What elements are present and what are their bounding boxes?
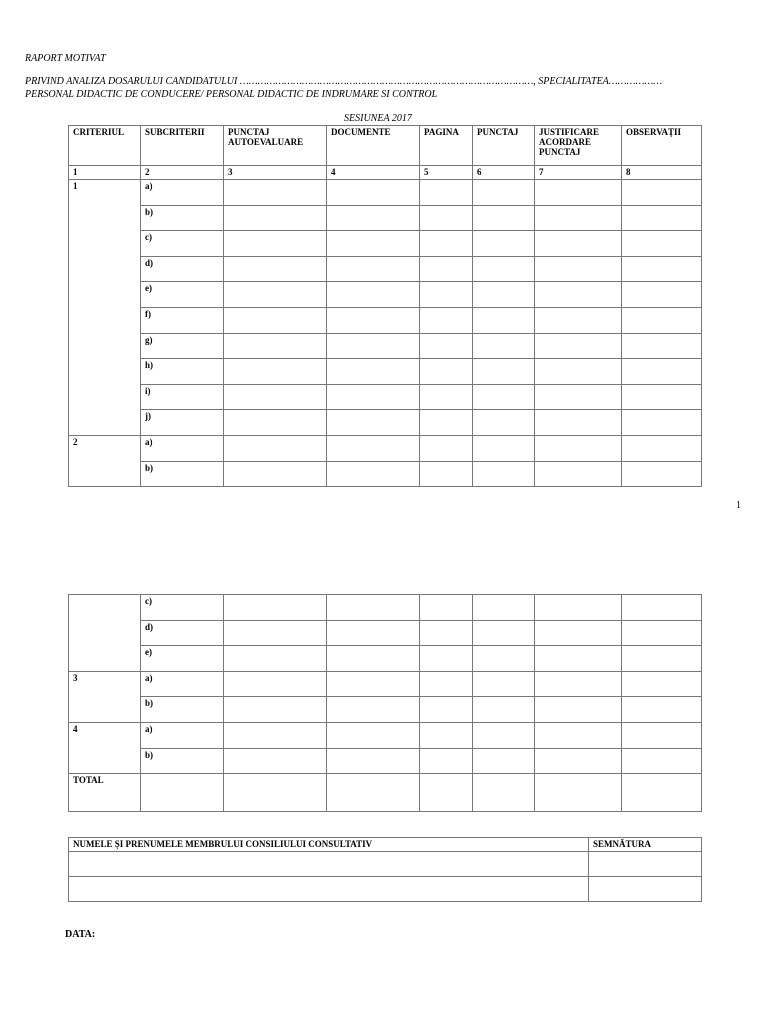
subcriterion-cell: d) (141, 620, 224, 646)
entry-cell[interactable] (420, 461, 473, 487)
entry-cell[interactable] (622, 697, 702, 723)
evaluation-table-page1 (68, 125, 702, 487)
column-number: 2 (141, 166, 224, 180)
entry-cell[interactable] (473, 748, 535, 774)
personnel-line: PERSONAL DIDACTIC DE CONDUCERE/ PERSONAL DIDACTIC DE INDRUMARE SI CONTROL (25, 89, 438, 100)
entry-cell[interactable] (535, 461, 622, 487)
entry-cell[interactable] (420, 646, 473, 672)
entry-cell[interactable] (327, 359, 420, 385)
entry-cell[interactable] (327, 774, 420, 812)
entry-cell[interactable] (473, 333, 535, 359)
entry-cell[interactable] (473, 231, 535, 257)
entry-cell[interactable] (473, 722, 535, 748)
entry-cell[interactable] (420, 256, 473, 282)
candidate-line: PRIVIND ANALIZA DOSARULUI CANDIDATULUI ………………………………………………………………………………………, SPECIALITATEA……………… (25, 76, 663, 87)
criterion-cell (69, 595, 141, 672)
entry-cell[interactable] (420, 282, 473, 308)
entry-cell[interactable] (327, 671, 420, 697)
subcriterion-cell: a) (141, 180, 224, 206)
entry-cell[interactable] (327, 722, 420, 748)
entry-cell[interactable] (224, 384, 327, 410)
entry-cell[interactable] (535, 435, 622, 461)
entry-cell[interactable] (224, 697, 327, 723)
entry-cell[interactable] (224, 410, 327, 436)
column-header-observatii: OBSERVAȚII (622, 126, 702, 166)
entry-cell[interactable] (473, 282, 535, 308)
member-name-header: NUMELE ȘI PRENUMELE MEMBRULUI CONSILIULUI CONSULTATIV (69, 838, 589, 852)
entry-cell[interactable] (535, 774, 622, 812)
entry-cell[interactable] (473, 180, 535, 206)
entry-cell[interactable] (420, 333, 473, 359)
subcriterion-cell: b) (141, 697, 224, 723)
entry-cell[interactable] (420, 231, 473, 257)
column-header-punctaj-autoevaluare: PUNCTAJ AUTOEVALUARE (224, 126, 327, 166)
entry-cell[interactable] (224, 774, 327, 812)
entry-cell[interactable] (224, 282, 327, 308)
entry-cell[interactable] (535, 384, 622, 410)
entry-cell[interactable] (622, 384, 702, 410)
entry-cell[interactable] (224, 256, 327, 282)
subcriterion-cell: a) (141, 435, 224, 461)
entry-cell[interactable] (535, 231, 622, 257)
subcriterion-cell: b) (141, 748, 224, 774)
subcriterion-cell: g) (141, 333, 224, 359)
entry-cell[interactable] (327, 595, 420, 621)
signature-cell[interactable] (589, 877, 702, 902)
date-label: DATA: (65, 929, 96, 940)
subcriterion-cell: i) (141, 384, 224, 410)
entry-cell[interactable] (224, 435, 327, 461)
entry-cell[interactable] (473, 359, 535, 385)
column-number: 7 (535, 166, 622, 180)
entry-cell[interactable] (224, 461, 327, 487)
entry-cell[interactable] (420, 359, 473, 385)
entry-cell[interactable] (224, 646, 327, 672)
subcriterion-cell: e) (141, 282, 224, 308)
column-header-pagina: PAGINA (420, 126, 473, 166)
entry-cell[interactable] (327, 461, 420, 487)
entry-cell[interactable] (420, 697, 473, 723)
entry-cell[interactable] (224, 180, 327, 206)
column-header-punctaj: PUNCTAJ (473, 126, 535, 166)
entry-cell[interactable] (420, 748, 473, 774)
column-header-documente: DOCUMENTE (327, 126, 420, 166)
entry-cell[interactable] (622, 180, 702, 206)
entry-cell[interactable] (420, 384, 473, 410)
signature-cell[interactable] (589, 852, 702, 877)
entry-cell[interactable] (535, 410, 622, 436)
entry-cell[interactable] (535, 180, 622, 206)
entry-cell[interactable] (622, 646, 702, 672)
entry-cell[interactable] (535, 595, 622, 621)
subcriterion-cell: e) (141, 646, 224, 672)
entry-cell[interactable] (622, 461, 702, 487)
criterion-cell: TOTAL (69, 774, 141, 812)
entry-cell[interactable] (327, 333, 420, 359)
entry-cell[interactable] (420, 671, 473, 697)
entry-cell[interactable] (224, 595, 327, 621)
entry-cell[interactable] (420, 435, 473, 461)
entry-cell[interactable] (535, 359, 622, 385)
entry-cell[interactable] (224, 620, 327, 646)
entry-cell[interactable] (622, 359, 702, 385)
entry-cell[interactable] (535, 333, 622, 359)
entry-cell[interactable] (535, 671, 622, 697)
criterion-cell: 2 (69, 435, 141, 486)
entry-cell[interactable] (622, 205, 702, 231)
entry-cell[interactable] (224, 205, 327, 231)
entry-cell[interactable] (224, 359, 327, 385)
entry-cell[interactable] (535, 722, 622, 748)
entry-cell[interactable] (327, 180, 420, 206)
entry-cell[interactable] (535, 697, 622, 723)
subcriterion-cell: b) (141, 205, 224, 231)
entry-cell[interactable] (622, 774, 702, 812)
report-title: RAPORT MOTIVAT (25, 53, 106, 64)
entry-cell[interactable] (622, 748, 702, 774)
entry-cell[interactable] (473, 205, 535, 231)
entry-cell[interactable] (473, 461, 535, 487)
criterion-cell: 4 (69, 722, 141, 773)
entry-cell[interactable] (420, 180, 473, 206)
entry-cell[interactable] (535, 646, 622, 672)
entry-cell[interactable] (327, 620, 420, 646)
column-number: 8 (622, 166, 702, 180)
entry-cell[interactable] (535, 205, 622, 231)
entry-cell[interactable] (420, 620, 473, 646)
column-number: 1 (69, 166, 141, 180)
subcriterion-cell (141, 774, 224, 812)
entry-cell[interactable] (473, 410, 535, 436)
entry-cell[interactable] (622, 282, 702, 308)
entry-cell[interactable] (327, 748, 420, 774)
entry-cell[interactable] (622, 435, 702, 461)
subcriterion-cell: h) (141, 359, 224, 385)
entry-cell[interactable] (473, 384, 535, 410)
entry-cell[interactable] (327, 307, 420, 333)
entry-cell[interactable] (622, 307, 702, 333)
entry-cell[interactable] (622, 333, 702, 359)
subcriterion-cell: c) (141, 595, 224, 621)
column-header-justificare: JUSTIFICARE ACORDARE PUNCTAJ (535, 126, 622, 166)
column-number: 3 (224, 166, 327, 180)
member-name-cell[interactable] (69, 852, 589, 877)
signature-table (68, 837, 702, 902)
page-number: 1 (736, 500, 741, 511)
entry-cell[interactable] (535, 307, 622, 333)
column-header-criteriul: CRITERIUL (69, 126, 141, 166)
entry-cell[interactable] (327, 646, 420, 672)
entry-cell[interactable] (473, 646, 535, 672)
entry-cell[interactable] (622, 595, 702, 621)
entry-cell[interactable] (535, 282, 622, 308)
entry-cell[interactable] (622, 231, 702, 257)
member-name-cell[interactable] (69, 877, 589, 902)
subcriterion-cell: d) (141, 256, 224, 282)
entry-cell[interactable] (327, 410, 420, 436)
column-number: 4 (327, 166, 420, 180)
entry-cell[interactable] (473, 671, 535, 697)
entry-cell[interactable] (473, 697, 535, 723)
subcriterion-cell: f) (141, 307, 224, 333)
entry-cell[interactable] (622, 671, 702, 697)
entry-cell[interactable] (224, 307, 327, 333)
entry-cell[interactable] (622, 410, 702, 436)
entry-cell[interactable] (224, 671, 327, 697)
entry-cell[interactable] (327, 256, 420, 282)
entry-cell[interactable] (622, 256, 702, 282)
column-header-subcriterii: SUBCRITERII (141, 126, 224, 166)
entry-cell[interactable] (327, 231, 420, 257)
entry-cell[interactable] (420, 205, 473, 231)
entry-cell[interactable] (420, 774, 473, 812)
entry-cell[interactable] (473, 595, 535, 621)
column-number: 6 (473, 166, 535, 180)
entry-cell[interactable] (473, 620, 535, 646)
entry-cell[interactable] (420, 595, 473, 621)
entry-cell[interactable] (473, 307, 535, 333)
entry-cell[interactable] (420, 410, 473, 436)
evaluation-table-page2 (68, 594, 702, 812)
entry-cell[interactable] (420, 307, 473, 333)
entry-cell[interactable] (327, 384, 420, 410)
entry-cell[interactable] (327, 282, 420, 308)
entry-cell[interactable] (327, 205, 420, 231)
entry-cell[interactable] (327, 435, 420, 461)
entry-cell[interactable] (535, 256, 622, 282)
entry-cell[interactable] (473, 435, 535, 461)
entry-cell[interactable] (224, 722, 327, 748)
entry-cell[interactable] (622, 722, 702, 748)
subcriterion-cell: j) (141, 410, 224, 436)
entry-cell[interactable] (420, 722, 473, 748)
criterion-cell: 3 (69, 671, 141, 722)
signature-header: SEMNĂTURA (589, 838, 702, 852)
entry-cell[interactable] (327, 697, 420, 723)
entry-cell[interactable] (535, 748, 622, 774)
entry-cell[interactable] (535, 620, 622, 646)
entry-cell[interactable] (224, 231, 327, 257)
subcriterion-cell: a) (141, 671, 224, 697)
session-label: SESIUNEA 2017 (344, 113, 412, 124)
entry-cell[interactable] (473, 256, 535, 282)
criterion-cell: 1 (69, 180, 141, 436)
subcriterion-cell: b) (141, 461, 224, 487)
entry-cell[interactable] (224, 748, 327, 774)
column-number: 5 (420, 166, 473, 180)
entry-cell[interactable] (622, 620, 702, 646)
subcriterion-cell: a) (141, 722, 224, 748)
subcriterion-cell: c) (141, 231, 224, 257)
entry-cell[interactable] (473, 774, 535, 812)
entry-cell[interactable] (224, 333, 327, 359)
